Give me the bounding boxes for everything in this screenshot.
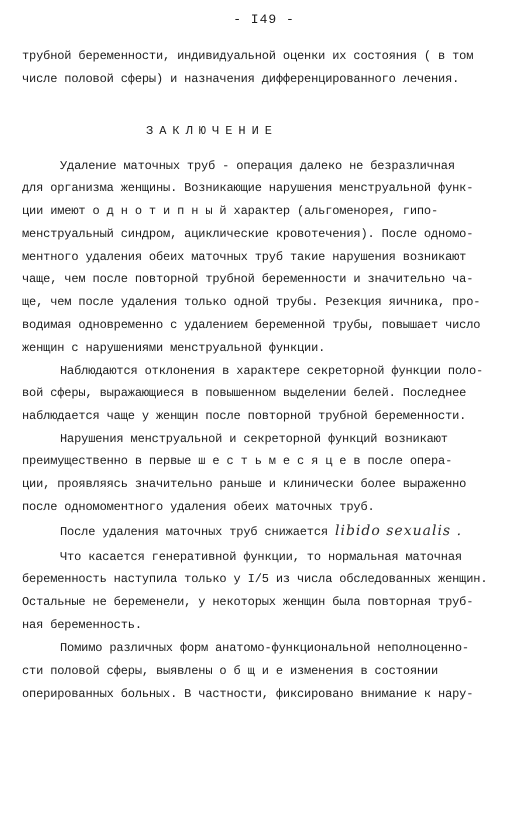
- text-line: ции имеют о д н о т и п н ы й характер (альгоменорея, гипо-: [22, 204, 439, 218]
- text-line: ментного удаления обеих маточных труб такие нарушения возникают: [22, 250, 467, 264]
- typed-text: После удаления маточных труб снижается: [60, 525, 328, 539]
- text-line: Наблюдаются отклонения в характере секреторной функции поло-: [60, 364, 484, 378]
- text-line: наблюдается чаще у женщин после повторной трубной беременности.: [22, 409, 467, 423]
- text-line: Остальные не беременели, у некоторых женщин была повторная труб-: [22, 595, 474, 609]
- text-line: трубной беременности, индивидуальной оценки их состояния ( в том: [22, 49, 474, 63]
- text-line: преимущественно в первые ш е с т ь м е с я ц е в после опера-: [22, 454, 453, 468]
- text-line: Нарушения менструальной и секреторной функций возникают: [60, 432, 448, 446]
- text-line: числе половой сферы) и назначения дифференцированного лечения.: [22, 72, 460, 86]
- text-line: менструальный синдром, ациклические кровотечения). После одномо-: [22, 227, 474, 241]
- text-line: Удаление маточных труб - операция далеко не безразличная: [60, 159, 455, 173]
- text-line: [60, 524, 505, 539]
- text-line: Что касается генеративной функции, то нормальная маточная: [60, 550, 462, 564]
- text-line: после одномоментного удаления обеих маточных труб.: [22, 500, 375, 514]
- handwritten-insertion: libido sexualis .: [335, 523, 463, 539]
- page-number: - I49 -: [233, 12, 295, 27]
- text-line: ная беременность.: [22, 618, 142, 632]
- text-line: чаще, чем после повторной трубной беременности и значительно ча-: [22, 272, 474, 286]
- text-line: беременность наступила только у I/5 из числа обследованных женщин.: [22, 572, 488, 586]
- text-line: оперированных больных. В частности, фиксировано внимание к нару-: [22, 687, 474, 701]
- text-line: женщин с нарушениями менструальной функции.: [22, 341, 326, 355]
- text-line: сти половой сферы, выявлены о б щ и е изменения в состоянии: [22, 664, 439, 678]
- text-line: для организма женщины. Возникающие нарушения менструальной функ-: [22, 181, 474, 195]
- text-line: ще, чем после удаления только одной трубы. Резекция яичника, про-: [22, 295, 481, 309]
- text-line: ции, проявляясь значительно раньше и клинически более выраженно: [22, 477, 467, 491]
- text-line: водимая одновременно с удалением беременной трубы, повышает число: [22, 318, 481, 332]
- section-heading: ЗАКЛЮЧЕНИЕ: [146, 124, 279, 138]
- text-line: Помимо различных форм анатомо-функциональной неполноценно-: [60, 641, 469, 655]
- text-line: вой сферы, выражающиеся в повышенном выделении белей. Последнее: [22, 386, 467, 400]
